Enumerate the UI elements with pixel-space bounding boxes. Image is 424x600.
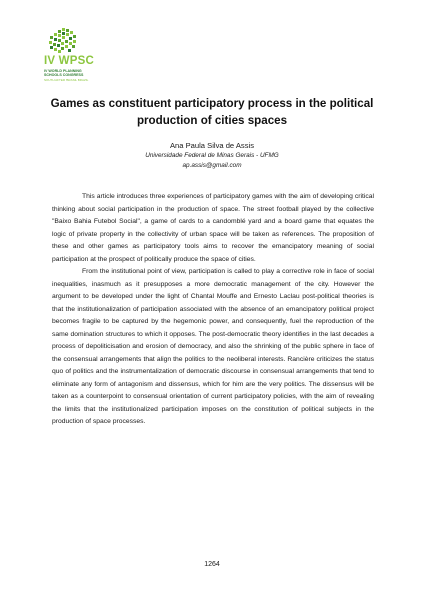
author-block (40, 140, 384, 171)
logo-tagline: SOUTH AFTER 'BRASIL BRAZIL (44, 78, 89, 82)
logo-title: IV WPSC (44, 55, 94, 67)
page-number: 1264 (204, 561, 220, 568)
mosaic-logo-icon (48, 28, 78, 54)
body-paragraph-2: From the institutional point of view, participation is called to play a corrective role in face of social inequalities, inasmuch as it presupposes a more democratic management of the city. However the argument to be developed under the light of Chantal Mouffe and Ernesto Laclau post-political theories is that the institutionalization of participation associated with the absence of an emancipatory political project becomes fragile to be captured by the hegemonic power, and consequently, fuel the reproduction of the same domination structures to which it opposes. The post-democratic theory identifies in the last decades a process of depoliticisation and erosion of democracy, and also the shrinking of the public sphere in face of the consensual arrangements that align the politics to the neoliberal interests. Rancière criticizes the status quo of politics and the instrumentalization of democratic discourse in consensual arrangements that tend to eliminate any form of antagonism and dissensus, which for him are the very politics. The dissensus will be taken as a counterpoint to consensual orientation of current participatory policies, with the aim of revealing the limits that the institutionalized participation imposes on the constitution of political subjects in the production of space processes. (52, 268, 374, 425)
congress-logo (44, 28, 154, 80)
logo-subtitle-line-2: SCHOOLS CONGRESS (44, 73, 84, 78)
author-email: ap.assis@gmail.com (182, 162, 242, 169)
author-affiliation: Universidade Federal de Minas Gerais - UFMG (145, 152, 279, 159)
abstract-body (52, 191, 374, 429)
body-paragraph-1: This article introduces three experiences of participatory games with the aim of developing critical thinking about social participation in the production of space. The street football played by the collective "Baixo Bahia Futebol Social", a game of cards to a candomblé yard and a board game that equates the logic of private property in the collectivity of urban space will be taken as references. The proposition of these and other games as participatory tools aims to recover the emancipatory meaning of social participation at the prospect of politically produce the space of cities. (52, 193, 374, 263)
logo-subtitle (44, 69, 83, 78)
paper-title: Games as constituent participatory process in the political production of cities spaces (50, 97, 374, 127)
author-name: Ana Paula Silva de Assis (169, 141, 254, 150)
logo-subtitle-line-1: IV WORLD PLANNING (44, 69, 82, 73)
